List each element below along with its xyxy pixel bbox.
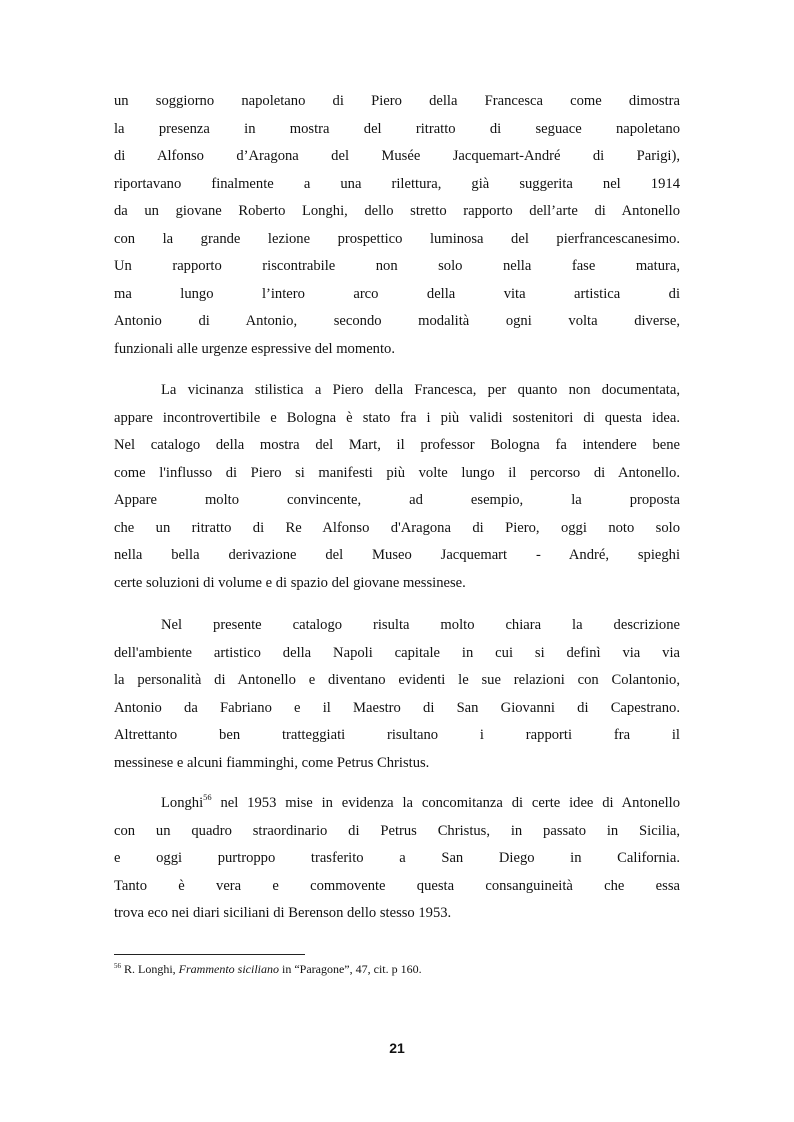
paragraph-2 [114,377,680,597]
paragraph-line: dell'ambiente artistico della Napoli capitale in cui si definì via via [114,644,680,661]
paragraph-line: e oggi purtroppo trasferito a San Diego in California. [114,850,680,866]
page-number: 21 [389,1040,405,1056]
paragraph-line: Tanto è vera e commovente questa consanguineità che essa [114,877,680,894]
paragraph-line: un soggiorno napoletano di Piero della Francesca come dimostra [114,93,680,109]
paragraph-line: con la grande lezione prospettico luminosa del pierfrancescanesimo. [114,230,680,247]
footnote-number: 56 [114,962,121,970]
paragraph-line: messinese e alcuni fiamminghi, come Petrus Christus. [114,754,430,771]
paragraph-line: come l'influsso di Piero si manifesti più volte lungo il percorso di Antonello. [114,464,680,481]
footnote-separator [114,954,305,955]
paragraph-line: ma lungo l’intero arco della vita artistica di [114,285,680,302]
paragraph-1 [114,88,680,363]
paragraph-line: funzionali alle urgenze espressive del momento. [114,340,395,357]
paragraph-line: Antonio da Fabriano e il Maestro di San Giovanni di Capestrano. [114,699,680,716]
footnote-reference: 56 [203,792,212,802]
paragraph-line: Appare molto convincente, ad esempio, la proposta [114,492,680,508]
paragraph-line: riportavano finalmente a una rilettura, già suggerita nel 1914 [114,175,680,192]
paragraph-line: con un quadro straordinario di Petrus Christus, in passato in Sicilia, [114,822,680,839]
paragraph-4 [114,790,680,928]
paragraph-line: nella bella derivazione del Museo Jacquemart - André, spieghi [114,547,680,563]
paragraph-line: trova eco nei diari siciliani di Berenson dello stesso 1953. [114,905,452,921]
paragraph-line: Un rapporto riscontrabile non solo nella fase matura, [114,258,680,274]
paragraph-line: Nel catalogo della mostra del Mart, il professor Bologna fa intendere bene [114,437,680,453]
footnote [114,961,680,977]
paragraph-line: La vicinanza stilistica a Piero della Francesca, per quanto non documentata, [161,382,680,398]
paragraph-word: Longhi [161,795,204,811]
paragraph-line: Antonio di Antonio, secondo modalità ogni volta diverse, [114,313,680,329]
paragraph-line: Nel presente catalogo risulta molto chiara la descrizione [161,617,680,633]
footnote-citation: in “Paragone”, 47, cit. p 160. [279,962,422,976]
paragraph-line-with-footnote [114,790,680,818]
footnote-title: Frammento siciliano [178,962,279,976]
paragraph-line: Altrettanto ben tratteggiati risultano i rapporti fra il [114,727,680,743]
paragraph-3 [114,612,680,777]
paragraph-line: la presenza in mostra del ritratto di seguace napoletano [114,120,680,137]
paragraph-line: di Alfonso d’Aragona del Musée Jacquemart-André di Parigi), [114,148,680,164]
paragraph-line: che un ritratto di Re Alfonso d'Aragona di Piero, oggi noto solo [114,519,680,536]
footnote-author: R. Longhi, [121,962,179,976]
paragraph-line: appare incontrovertibile e Bologna è stato fra i più validi sostenitori di questa idea. [114,409,680,426]
paragraph-line: da un giovane Roberto Longhi, dello stretto rapporto dell’arte di Antonello [114,203,680,219]
paragraph-line: certe soluzioni di volume e di spazio del giovane messinese. [114,574,466,591]
paragraph-line: la personalità di Antonello e diventano evidenti le sue relazioni con Colantonio, [114,672,680,688]
paragraph-text: nel 1953 mise in evidenza la concomitanza di certe idee di Antonello [211,795,680,811]
